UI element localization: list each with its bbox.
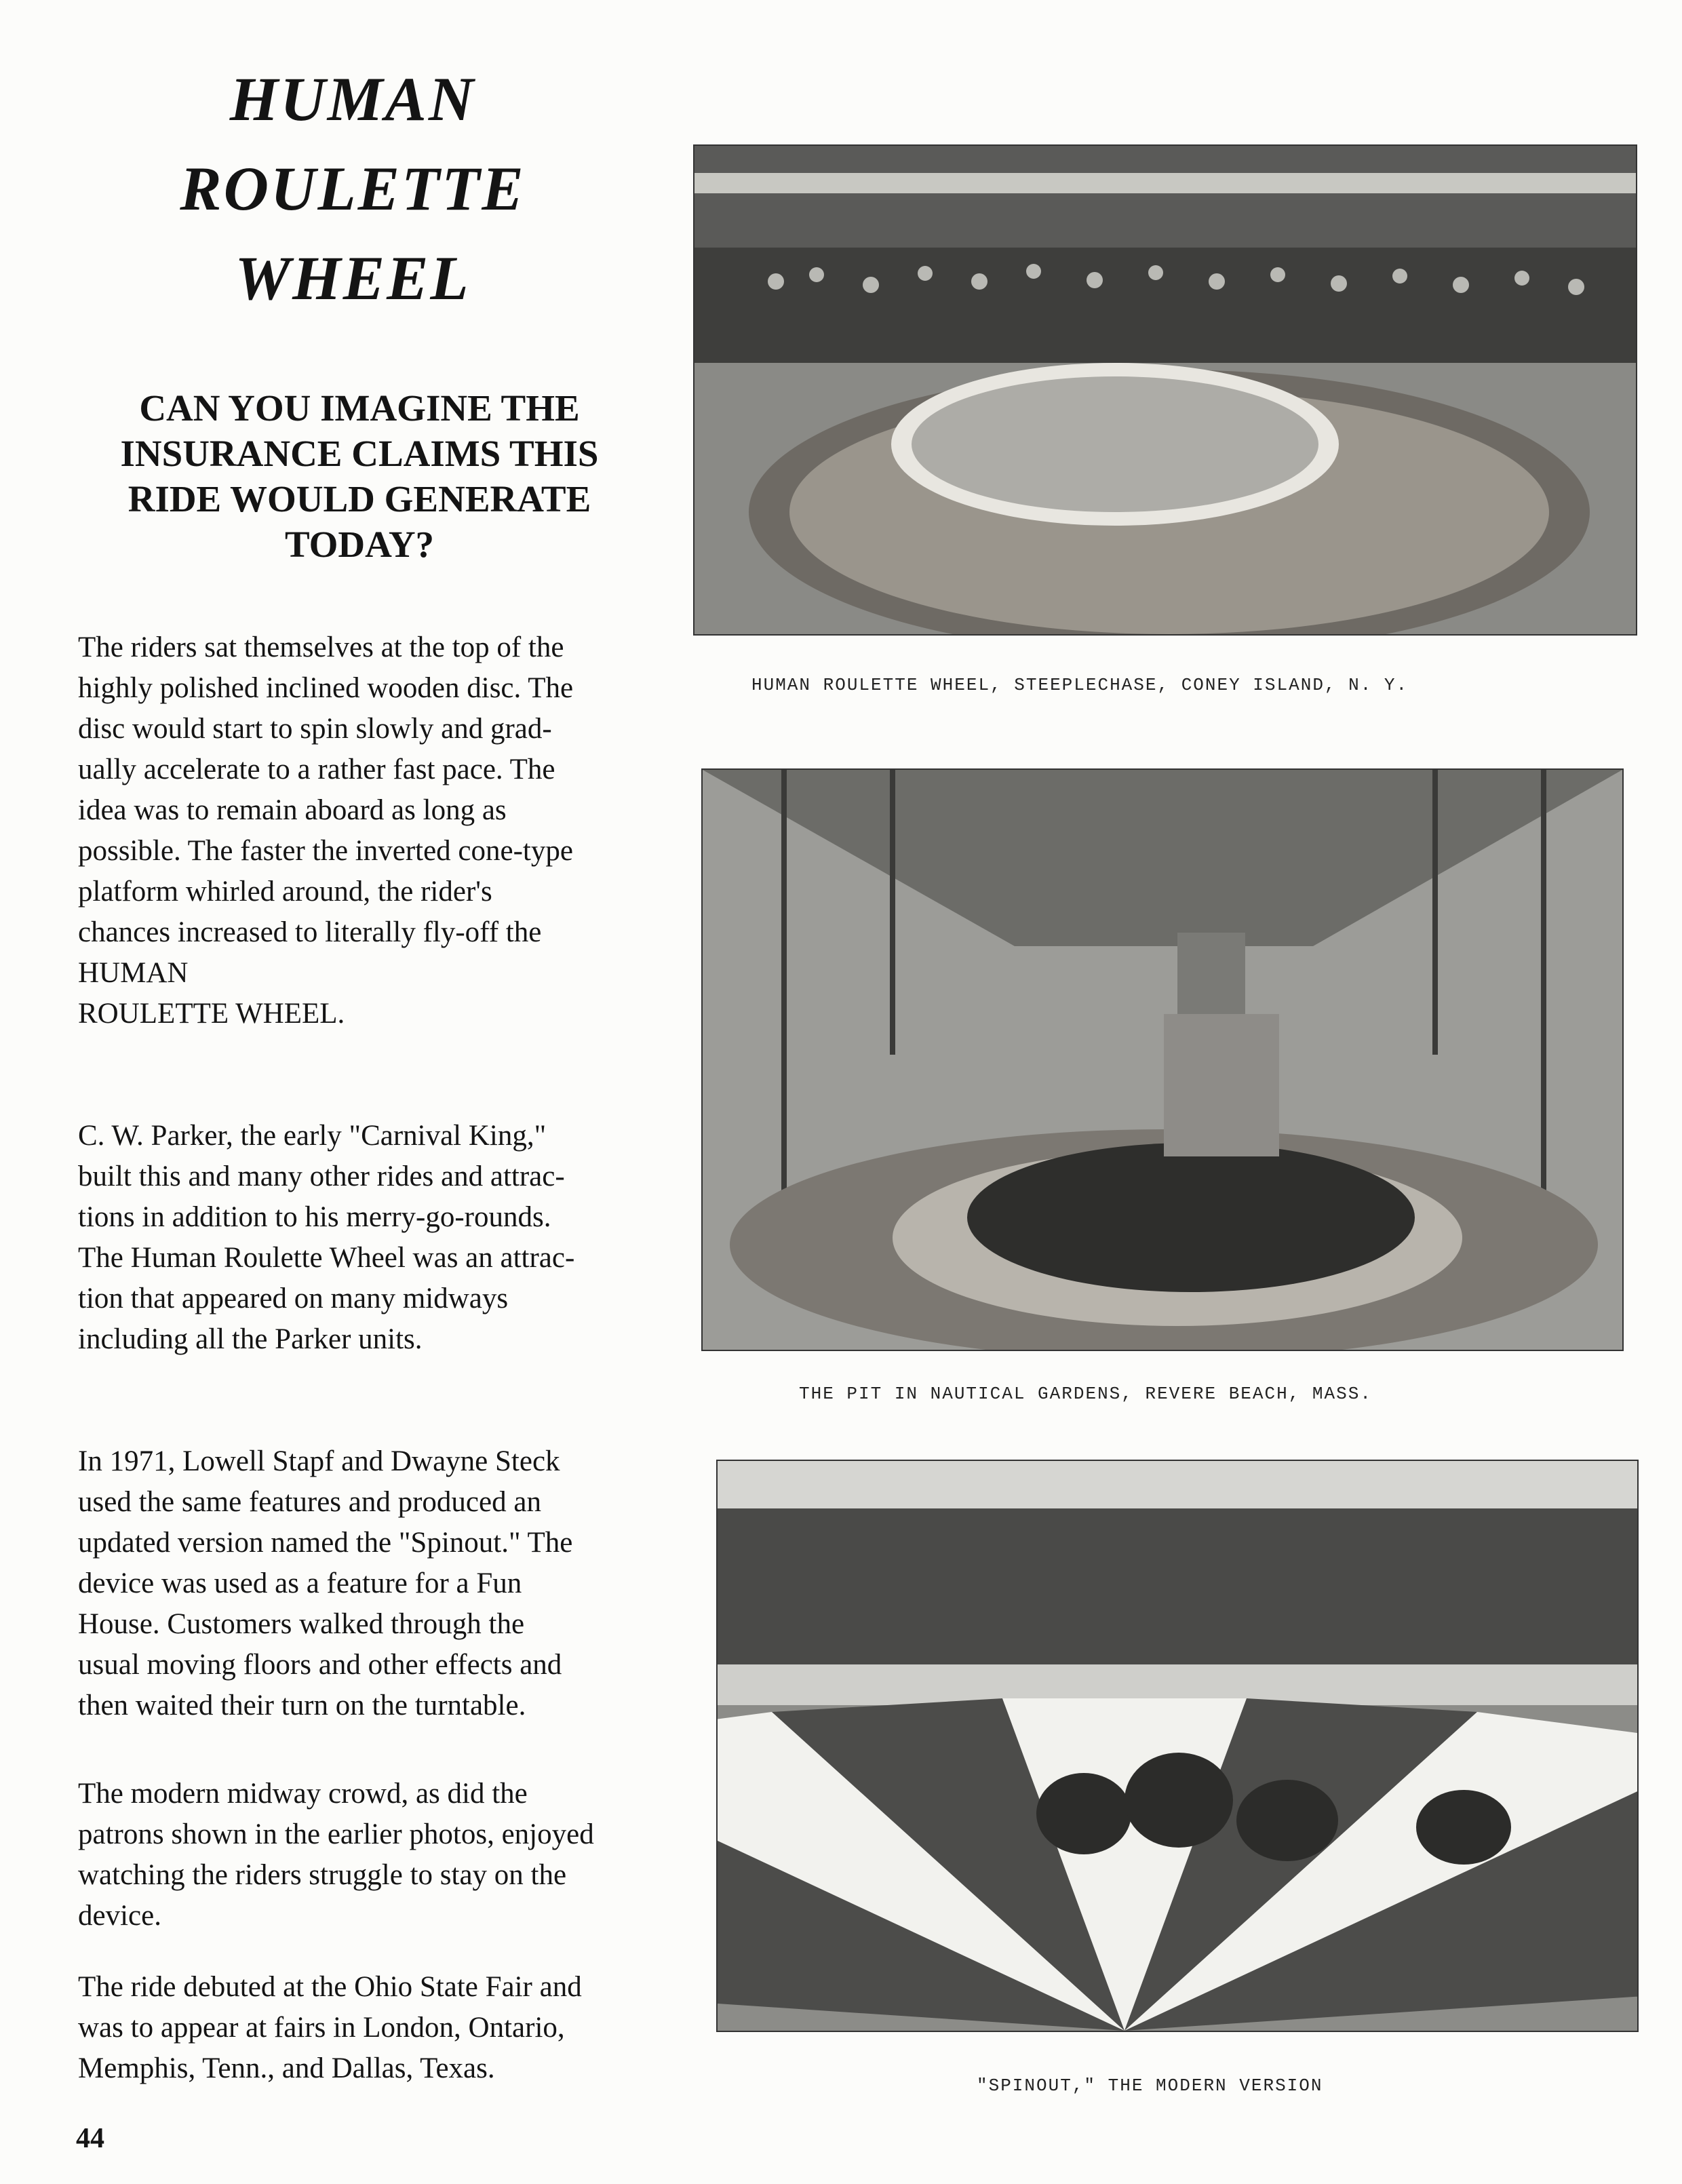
- paragraph-debut: [78, 1967, 688, 2089]
- photo-caption: HUMAN ROULETTE WHEEL, STEEPLECHASE, CONEY ISLAND, N. Y.: [751, 675, 1409, 695]
- text-line: The ride debuted at the Ohio State Fair and: [78, 1971, 582, 2003]
- text-line: The riders sat themselves at the top of the: [78, 631, 564, 663]
- text-line: used the same features and produced an: [78, 1486, 541, 1518]
- subheading-line: CAN YOU IMAGINE THE: [139, 387, 580, 429]
- subheading-line: RIDE WOULD GENERATE: [128, 478, 591, 520]
- text-line: In 1971, Lowell Stapf and Dwayne Steck: [78, 1445, 560, 1477]
- text-line: platform whirled around, the rider's: [78, 876, 492, 908]
- title-line: WHEEL: [235, 243, 471, 313]
- text-line: including all the Parker units.: [78, 1323, 423, 1355]
- text-line: watching the riders struggle to stay on the: [78, 1859, 567, 1891]
- page-title: [81, 54, 624, 323]
- subheading-line: TODAY?: [284, 524, 435, 565]
- text-line: patrons shown in the earlier photos, enjoyed: [78, 1818, 594, 1850]
- text-line: idea was to remain aboard as long as: [78, 794, 507, 826]
- text-line: ually accelerate to a rather fast pace. The: [78, 754, 555, 785]
- text-line: possible. The faster the inverted cone-type: [78, 835, 573, 867]
- subheading: [109, 385, 610, 567]
- photo-spinout: [716, 1460, 1639, 2032]
- text-line: usual moving floors and other effects and: [78, 1649, 562, 1681]
- paragraph-ride-description: [78, 627, 688, 1034]
- text-line: then waited their turn on the turntable.: [78, 1690, 526, 1721]
- text-line: tions in addition to his merry-go-rounds.: [78, 1201, 551, 1233]
- subheading-line: INSURANCE CLAIMS THIS: [120, 433, 599, 474]
- photo-human-roulette-wheel: [693, 144, 1637, 636]
- text-line: device.: [78, 1900, 161, 1932]
- text-line: chances increased to literally fly-off the: [78, 916, 542, 948]
- page-number: 44: [76, 2123, 104, 2154]
- text-line: highly polished inclined wooden disc. The: [78, 672, 574, 704]
- text-line: device was used as a feature for a Fun: [78, 1567, 522, 1599]
- text-line: built this and many other rides and attrac-: [78, 1161, 565, 1192]
- text-line: The Human Roulette Wheel was an attrac-: [78, 1242, 575, 1274]
- text-line: The modern midway crowd, as did the: [78, 1778, 528, 1810]
- text-line: updated version named the "Spinout." The: [78, 1527, 573, 1559]
- photo-caption: "SPINOUT," THE MODERN VERSION: [977, 2075, 1323, 2096]
- title-line: ROULETTE: [180, 154, 526, 223]
- paragraph-modern-crowd: [78, 1774, 688, 1936]
- photo-the-pit: [701, 768, 1624, 1351]
- text-line: disc would start to spin slowly and grad-: [78, 713, 552, 745]
- text-line: tion that appeared on many midways: [78, 1283, 509, 1314]
- paragraph-spinout: [78, 1441, 688, 1726]
- text-line: HUMAN: [78, 957, 189, 989]
- text-line: was to appear at fairs in London, Ontario,: [78, 2012, 565, 2044]
- title-line: HUMAN: [229, 64, 476, 134]
- paragraph-parker: [78, 1116, 688, 1360]
- text-line: House. Customers walked through the: [78, 1608, 525, 1640]
- photo-caption: THE PIT IN NAUTICAL GARDENS, REVERE BEACH, MASS.: [799, 1384, 1372, 1404]
- text-line: Memphis, Tenn., and Dallas, Texas.: [78, 2052, 495, 2084]
- text-line: ROULETTE WHEEL.: [78, 998, 345, 1030]
- text-line: C. W. Parker, the early "Carnival King,": [78, 1120, 547, 1152]
